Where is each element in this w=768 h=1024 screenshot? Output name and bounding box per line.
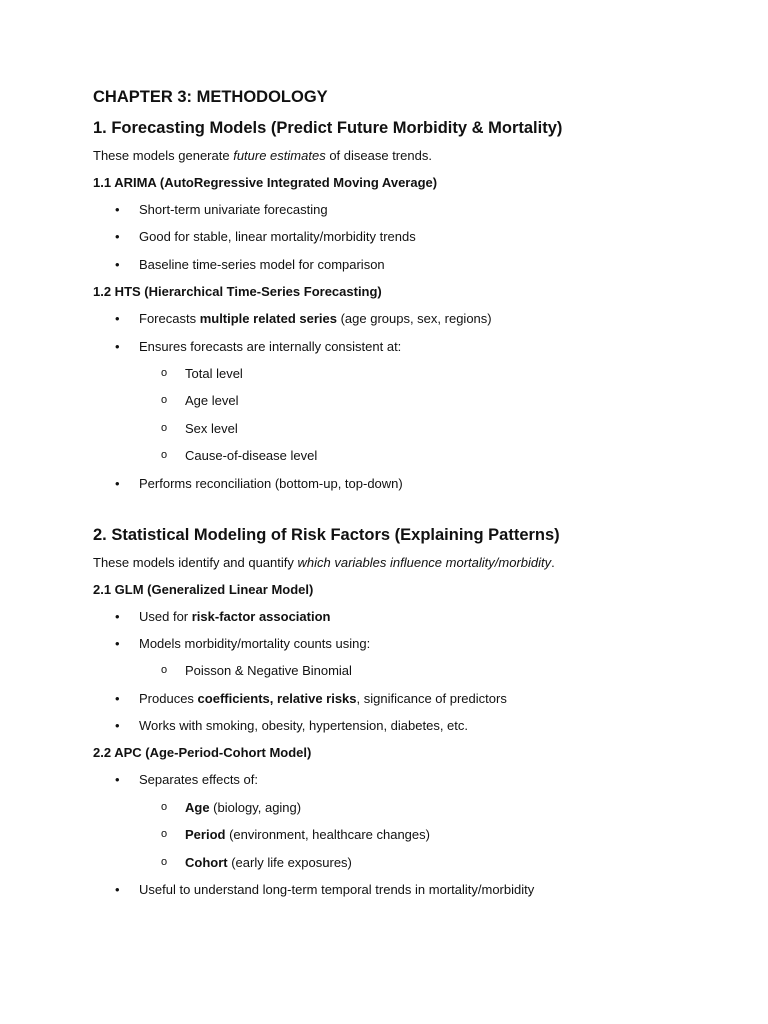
sub-list-item-text: Sex level <box>185 420 238 436</box>
chapter-title: CHAPTER 3: METHODOLOGY <box>93 88 328 106</box>
bullet-icon: • <box>115 229 120 245</box>
bullet-icon: • <box>115 690 120 706</box>
sub-list-item <box>139 854 713 872</box>
sub-list-item <box>139 799 713 817</box>
subsection-2-1-heading: 2.1 GLM (Generalized Linear Model) <box>93 581 314 597</box>
circle-bullet-icon: o <box>161 800 168 813</box>
sub-list-item-bold-text: Age <box>185 799 210 815</box>
circle-bullet-icon: o <box>161 394 168 407</box>
bullet-icon: • <box>115 635 120 651</box>
distribution-sublist <box>139 662 713 680</box>
intro-emphasis: future estimates <box>233 148 326 163</box>
subsection-1-1-heading: 1.1 ARIMA (AutoRegressive Integrated Moving Average) <box>93 175 438 190</box>
sub-list-item <box>139 365 713 383</box>
sub-list-item-text: Cause-of-disease level <box>185 448 318 464</box>
list-item-text: Ensures forecasts are internally consistent at: <box>139 338 402 354</box>
sub-list-item-text: (biology, aging) <box>209 799 302 815</box>
bullet-icon: • <box>115 608 120 624</box>
sub-list-item <box>139 662 713 680</box>
list-item <box>93 608 713 626</box>
bullet-icon: • <box>115 475 120 491</box>
list-item-text: Separates effects of: <box>139 772 258 788</box>
sub-list-item-text: (early life exposures) <box>227 854 352 870</box>
sub-list-item-text: Total level <box>185 365 243 381</box>
document-page <box>93 86 713 908</box>
sub-list-item <box>139 447 713 465</box>
glm-list <box>93 608 713 736</box>
section-2-heading: 2. Statistical Modeling of Risk Factors (Explaining Patterns) <box>93 525 560 544</box>
intro-text: These models identify and quantify <box>93 554 298 570</box>
list-item-text: Used for <box>139 608 192 624</box>
section-1-heading: 1. Forecasting Models (Predict Future Morbidity & Mortality) <box>93 119 563 137</box>
list-item <box>93 256 713 274</box>
list-item-text: Good for stable, linear mortality/morbidity trends <box>139 229 416 245</box>
list-item <box>93 690 713 708</box>
circle-bullet-icon: o <box>161 421 168 434</box>
list-item-text: Forecasts <box>139 311 200 327</box>
intro-text: of disease trends. <box>325 148 432 163</box>
bullet-icon: • <box>115 256 120 272</box>
list-item-bold-text: multiple related series <box>199 311 337 327</box>
list-item-text: Works with smoking, obesity, hypertension, diabetes, etc. <box>139 718 469 734</box>
circle-bullet-icon: o <box>161 449 168 462</box>
circle-bullet-icon: o <box>161 366 168 379</box>
subsection-1-2-heading: 1.2 HTS (Hierarchical Time-Series Forecasting) <box>93 284 382 300</box>
list-item <box>93 228 713 246</box>
list-item <box>93 635 713 680</box>
list-item <box>93 338 713 466</box>
list-item <box>93 771 713 871</box>
list-item-text: Models morbidity/mortality counts using: <box>139 635 371 651</box>
circle-bullet-icon: o <box>161 664 168 677</box>
intro-emphasis: which variables influence mortality/morbidity <box>297 554 552 570</box>
sub-list-item-bold-text: Cohort <box>185 854 228 870</box>
bullet-icon: • <box>115 338 120 354</box>
circle-bullet-icon: o <box>161 828 168 841</box>
intro-text: These models generate <box>93 148 234 163</box>
list-item-text: (age groups, sex, regions) <box>336 311 492 327</box>
consistency-sublist <box>139 365 713 465</box>
sub-list-item <box>139 420 713 438</box>
sub-list-item-text: Poisson & Negative Binomial <box>185 663 352 679</box>
list-item-text: Short-term univariate forecasting <box>139 202 328 217</box>
sub-list-item-text: (environment, healthcare changes) <box>225 827 430 843</box>
list-item <box>93 475 713 493</box>
list-item <box>93 881 713 899</box>
sub-list-item <box>139 826 713 844</box>
list-item <box>93 717 713 735</box>
bullet-icon: • <box>115 718 120 734</box>
list-item-bold-text: risk-factor association <box>191 608 331 624</box>
section-2-intro <box>93 554 713 572</box>
list-item-text: , significance of predictors <box>356 690 507 706</box>
list-item <box>93 310 713 328</box>
list-item-text: Produces <box>139 690 198 706</box>
bullet-icon: • <box>115 882 120 898</box>
bullet-icon: • <box>115 311 120 327</box>
effects-sublist <box>139 799 713 872</box>
list-item-text: Performs reconciliation (bottom-up, top-down) <box>139 475 403 491</box>
arima-list <box>93 201 713 274</box>
apc-list <box>93 771 713 899</box>
sub-list-item-bold-text: Period <box>185 827 226 843</box>
bullet-icon: • <box>115 772 120 788</box>
sub-list-item <box>139 392 713 410</box>
section-1-intro <box>93 147 713 165</box>
circle-bullet-icon: o <box>161 855 168 868</box>
list-item-bold-text: coefficients, relative risks <box>197 690 357 706</box>
list-item <box>93 201 713 219</box>
subsection-2-2-heading: 2.2 APC (Age-Period-Cohort Model) <box>93 745 312 761</box>
list-item-text: Useful to understand long-term temporal trends in mortality/morbidity <box>139 882 535 898</box>
sub-list-item-text: Age level <box>185 393 239 409</box>
list-item-text: Baseline time-series model for comparison <box>139 256 385 272</box>
bullet-icon: • <box>115 202 120 217</box>
hts-list <box>93 310 713 492</box>
intro-text: . <box>551 554 555 570</box>
